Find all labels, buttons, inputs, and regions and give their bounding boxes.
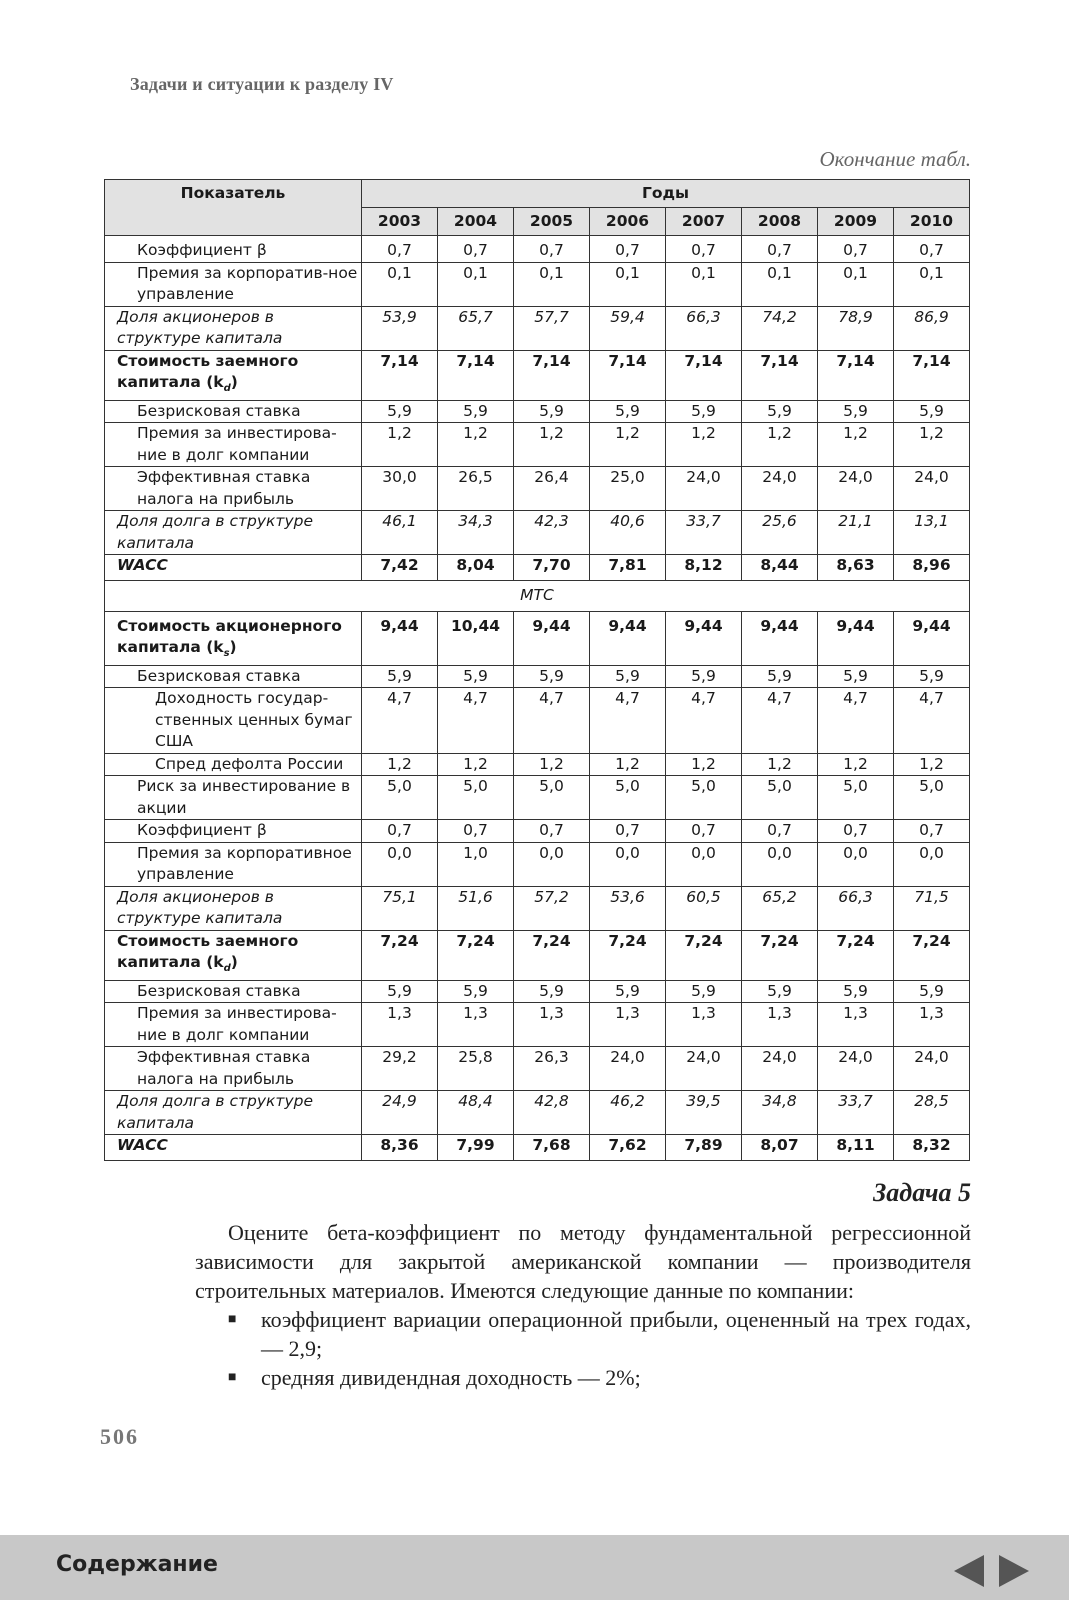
cell-value: 26,4 [514, 467, 590, 511]
table-row [105, 1091, 970, 1135]
footer-bar [0, 1535, 1069, 1600]
row-label-end: ) [230, 953, 238, 972]
cell-value: 0,7 [438, 820, 514, 843]
cell-value: 5,9 [362, 980, 438, 1003]
row-label-text: Безрисковая ставка [137, 981, 301, 1000]
cell-value: 7,62 [590, 1135, 666, 1161]
year-header: 2005 [514, 208, 590, 236]
cell-value: 5,9 [666, 665, 742, 688]
cell-value: 71,5 [894, 886, 970, 930]
cell-value: 9,44 [894, 611, 970, 665]
row-label [105, 842, 362, 886]
cell-value: 7,24 [742, 930, 818, 980]
table-row [105, 820, 970, 843]
cell-value: 7,24 [438, 930, 514, 980]
cell-value: 1,3 [818, 1003, 894, 1047]
cell-value: 0,7 [590, 236, 666, 263]
cell-value: 1,2 [818, 423, 894, 467]
cell-value: 5,9 [514, 400, 590, 423]
cell-value: 0,7 [818, 820, 894, 843]
cell-value: 8,32 [894, 1135, 970, 1161]
table-row [105, 467, 970, 511]
cell-value: 0,7 [362, 820, 438, 843]
cell-value: 7,14 [894, 350, 970, 400]
header-years: Годы [362, 180, 970, 208]
cell-value: 0,7 [362, 236, 438, 263]
cell-value: 1,2 [438, 753, 514, 776]
cell-value: 8,07 [742, 1135, 818, 1161]
cell-value: 66,3 [666, 306, 742, 350]
cell-value: 8,04 [438, 555, 514, 581]
row-label-text: Стоимость акционерного капитала (k [117, 616, 342, 657]
row-label [105, 511, 362, 555]
cell-value: 0,7 [742, 236, 818, 263]
cell-value: 7,24 [894, 930, 970, 980]
cell-value: 5,0 [742, 776, 818, 820]
cell-value: 0,1 [362, 262, 438, 306]
row-label [105, 980, 362, 1003]
page-number: 506 [100, 1424, 139, 1449]
cell-value: 7,14 [818, 350, 894, 400]
task-paragraph: Оцените бета-коэффициент по методу фундаментальной регрессионной зависимости для закрытой американской компании — производителя строительных материалов. Имеются следующие данные по компании: [195, 1220, 971, 1303]
cell-value: 9,44 [362, 611, 438, 665]
cell-value: 46,1 [362, 511, 438, 555]
cell-value: 7,70 [514, 555, 590, 581]
table-row [105, 1003, 970, 1047]
cell-value: 1,2 [590, 753, 666, 776]
cell-value: 5,9 [438, 980, 514, 1003]
cell-value: 9,44 [590, 611, 666, 665]
cell-value: 1,3 [438, 1003, 514, 1047]
row-label [105, 555, 362, 581]
cell-value: 10,44 [438, 611, 514, 665]
cell-value: 7,14 [666, 350, 742, 400]
cell-value: 9,44 [514, 611, 590, 665]
cell-value: 0,7 [514, 236, 590, 263]
cell-value: 7,24 [362, 930, 438, 980]
table-row [105, 236, 970, 263]
subscript: d [223, 963, 231, 975]
cell-value: 1,3 [514, 1003, 590, 1047]
cell-value: 65,2 [742, 886, 818, 930]
row-label-text: Доля акционеров в структуре капитала [117, 887, 283, 928]
table-row [105, 930, 970, 980]
cell-value: 1,2 [894, 423, 970, 467]
task-bullet-list [195, 1305, 971, 1392]
cell-value: 1,2 [818, 753, 894, 776]
row-label [105, 886, 362, 930]
cell-value: 24,0 [742, 1047, 818, 1091]
list-item [195, 1305, 971, 1363]
cell-value: 5,9 [894, 980, 970, 1003]
cell-value: 24,9 [362, 1091, 438, 1135]
cell-value: 42,3 [514, 511, 590, 555]
cell-value: 51,6 [438, 886, 514, 930]
row-label [105, 400, 362, 423]
cell-value: 5,9 [742, 980, 818, 1003]
cell-value: 29,2 [362, 1047, 438, 1091]
cell-value: 1,2 [514, 753, 590, 776]
cell-value: 7,14 [514, 350, 590, 400]
cell-value: 8,11 [818, 1135, 894, 1161]
cell-value: 4,7 [362, 688, 438, 754]
cell-value: 25,6 [742, 511, 818, 555]
cell-value: 4,7 [742, 688, 818, 754]
cell-value: 24,0 [742, 467, 818, 511]
cell-value: 4,7 [894, 688, 970, 754]
table-row [105, 1135, 970, 1161]
task-title: Задача 5 [873, 1178, 971, 1207]
cell-value: 5,9 [818, 665, 894, 688]
cell-value: 5,0 [514, 776, 590, 820]
cell-value: 1,3 [742, 1003, 818, 1047]
cell-value: 0,1 [438, 262, 514, 306]
table-row [105, 842, 970, 886]
cell-value: 21,1 [818, 511, 894, 555]
cell-value: 86,9 [894, 306, 970, 350]
row-label [105, 753, 362, 776]
cell-value: 0,0 [514, 842, 590, 886]
row-label-end: ) [229, 638, 237, 657]
cell-value: 5,0 [894, 776, 970, 820]
row-label-text: Спред дефолта России [155, 754, 344, 773]
row-label [105, 930, 362, 980]
cell-value: 33,7 [818, 1091, 894, 1135]
cell-value: 0,0 [590, 842, 666, 886]
cell-value: 0,1 [514, 262, 590, 306]
cell-value: 0,1 [590, 262, 666, 306]
row-label-text: Безрисковая ставка [137, 401, 301, 420]
square-bullet-icon: ■ [228, 1312, 237, 1327]
table-row [105, 886, 970, 930]
cell-value: 7,14 [590, 350, 666, 400]
cell-value: 1,2 [666, 753, 742, 776]
row-label-text: Стоимость заемного капитала (k [117, 351, 299, 391]
cell-value: 7,42 [362, 555, 438, 581]
table-row [105, 262, 970, 306]
cell-value: 9,44 [818, 611, 894, 665]
row-label [105, 665, 362, 688]
row-label-text: Эффективная ставка налога на прибыль [137, 468, 311, 508]
row-label [105, 611, 362, 665]
row-label [105, 467, 362, 511]
cell-value: 1,2 [742, 423, 818, 467]
cell-value: 7,89 [666, 1135, 742, 1161]
cell-value: 66,3 [818, 886, 894, 930]
cell-value: 9,44 [742, 611, 818, 665]
cell-value: 24,0 [818, 1047, 894, 1091]
cell-value: 0,0 [894, 842, 970, 886]
cell-value: 24,0 [590, 1047, 666, 1091]
cell-value: 5,0 [362, 776, 438, 820]
cell-value: 1,2 [894, 753, 970, 776]
cell-value: 5,9 [894, 400, 970, 423]
cell-value: 0,0 [666, 842, 742, 886]
table-row [105, 688, 970, 754]
row-label-text: Доля акционеров в структуре капитала [117, 307, 283, 347]
cell-value: 57,7 [514, 306, 590, 350]
year-header: 2003 [362, 208, 438, 236]
cell-value: 26,5 [438, 467, 514, 511]
cell-value: 24,0 [666, 467, 742, 511]
table-row [105, 555, 970, 581]
row-label [105, 306, 362, 350]
cell-value: 1,2 [362, 753, 438, 776]
table-row [105, 400, 970, 423]
cell-value: 1,3 [362, 1003, 438, 1047]
cell-value: 74,2 [742, 306, 818, 350]
cell-value: 39,5 [666, 1091, 742, 1135]
section-label-mts: МТС [105, 580, 970, 611]
cell-value: 24,0 [818, 467, 894, 511]
cell-value: 24,0 [894, 1047, 970, 1091]
cell-value: 24,0 [666, 1047, 742, 1091]
row-label-text: WACC [117, 556, 168, 575]
cell-value: 0,7 [894, 820, 970, 843]
cell-value: 7,99 [438, 1135, 514, 1161]
row-label [105, 236, 362, 263]
row-label-text: Эффективная ставка налога на прибыль [137, 1048, 311, 1088]
contents-link[interactable]: Содержание [56, 1552, 218, 1577]
cell-value: 26,3 [514, 1047, 590, 1091]
cell-value: 5,9 [742, 400, 818, 423]
cell-value: 53,9 [362, 306, 438, 350]
cell-value: 59,4 [590, 306, 666, 350]
cell-value: 7,24 [666, 930, 742, 980]
cell-value: 5,9 [894, 665, 970, 688]
row-label-text: Коэффициент β [137, 821, 267, 840]
cell-value: 1,2 [666, 423, 742, 467]
cell-value: 25,8 [438, 1047, 514, 1091]
cell-value: 8,36 [362, 1135, 438, 1161]
year-header: 2009 [818, 208, 894, 236]
cell-value: 5,9 [438, 665, 514, 688]
cell-value: 5,9 [590, 665, 666, 688]
cell-value: 0,1 [818, 262, 894, 306]
cell-value: 5,9 [590, 980, 666, 1003]
year-header: 2004 [438, 208, 514, 236]
row-label-text: Риск за инвестирование в акции [137, 777, 351, 817]
table-row [105, 306, 970, 350]
cell-value: 0,1 [666, 262, 742, 306]
cell-value: 28,5 [894, 1091, 970, 1135]
cell-value: 7,24 [514, 930, 590, 980]
cell-value: 42,8 [514, 1091, 590, 1135]
cell-value: 7,81 [590, 555, 666, 581]
cell-value: 1,2 [742, 753, 818, 776]
row-label [105, 820, 362, 843]
cell-value: 25,0 [590, 467, 666, 511]
cell-value: 0,7 [742, 820, 818, 843]
cell-value: 5,9 [590, 400, 666, 423]
cell-value: 1,2 [590, 423, 666, 467]
triangle-right-icon[interactable] [999, 1555, 1029, 1587]
cell-value: 0,7 [666, 236, 742, 263]
cell-value: 1,3 [666, 1003, 742, 1047]
row-label-text: Премия за корпоративное управление [137, 843, 352, 884]
row-label [105, 688, 362, 754]
cell-value: 30,0 [362, 467, 438, 511]
cell-value: 7,68 [514, 1135, 590, 1161]
cell-value: 65,7 [438, 306, 514, 350]
cell-value: 8,44 [742, 555, 818, 581]
cell-value: 13,1 [894, 511, 970, 555]
cell-value: 5,0 [818, 776, 894, 820]
cell-value: 5,0 [666, 776, 742, 820]
cell-value: 5,0 [590, 776, 666, 820]
year-header: 2008 [742, 208, 818, 236]
cell-value: 4,7 [438, 688, 514, 754]
cell-value: 1,3 [894, 1003, 970, 1047]
cell-value: 0,7 [666, 820, 742, 843]
row-label [105, 423, 362, 467]
row-label-text: WACC [117, 1136, 168, 1155]
row-label [105, 1091, 362, 1135]
cell-value: 33,7 [666, 511, 742, 555]
year-header: 2006 [590, 208, 666, 236]
cell-value: 4,7 [590, 688, 666, 754]
row-label-text: Премия за инвестирова-ние в долг компании [137, 1004, 337, 1044]
row-label-text: Доходность государ-ственных ценных бумаг США [155, 689, 353, 751]
row-label [105, 1047, 362, 1091]
cell-value: 75,1 [362, 886, 438, 930]
row-label-text: Безрисковая ставка [137, 666, 301, 685]
cell-value: 4,7 [818, 688, 894, 754]
cell-value: 8,96 [894, 555, 970, 581]
subscript: d [223, 383, 231, 395]
cell-value: 7,24 [818, 930, 894, 980]
running-head: Задачи и ситуации к разделу IV [130, 74, 394, 94]
cell-value: 34,3 [438, 511, 514, 555]
cell-value: 1,2 [362, 423, 438, 467]
cell-value: 5,9 [362, 400, 438, 423]
cell-value: 46,2 [590, 1091, 666, 1135]
cell-value: 0,0 [818, 842, 894, 886]
table-row [105, 980, 970, 1003]
row-label [105, 350, 362, 400]
table-row [105, 511, 970, 555]
cell-value: 53,6 [590, 886, 666, 930]
cell-value: 5,9 [666, 980, 742, 1003]
cell-value: 0,7 [590, 820, 666, 843]
cell-value: 24,0 [894, 467, 970, 511]
row-label [105, 1003, 362, 1047]
list-item [195, 1363, 971, 1392]
cell-value: 1,0 [438, 842, 514, 886]
cell-value: 0,7 [438, 236, 514, 263]
row-label [105, 262, 362, 306]
cell-value: 1,2 [438, 423, 514, 467]
cell-value: 0,7 [514, 820, 590, 843]
cell-value: 4,7 [666, 688, 742, 754]
row-label-text: Стоимость заемного капитала (k [117, 931, 299, 972]
subscript: s [223, 648, 230, 660]
cell-value: 5,9 [362, 665, 438, 688]
table-row [105, 665, 970, 688]
table-row [105, 776, 970, 820]
cell-value: 57,2 [514, 886, 590, 930]
cell-value: 7,14 [362, 350, 438, 400]
cell-value: 34,8 [742, 1091, 818, 1135]
cell-value: 5,9 [514, 980, 590, 1003]
header-indicator: Показатель [105, 180, 362, 236]
cell-value: 9,44 [666, 611, 742, 665]
row-label-text: Доля долга в структуре капитала [117, 512, 313, 552]
cell-value: 0,0 [362, 842, 438, 886]
cell-value: 1,2 [514, 423, 590, 467]
cell-value: 8,63 [818, 555, 894, 581]
row-label-text: Доля долга в структуре капитала [117, 1092, 313, 1132]
row-label-text: Премия за инвестирова-ние в долг компании [137, 424, 337, 464]
task-body [195, 1218, 971, 1392]
cell-value: 7,14 [742, 350, 818, 400]
row-label-text: Премия за корпоратив-ное управление [137, 263, 358, 303]
cell-value: 78,9 [818, 306, 894, 350]
cell-value: 5,9 [818, 980, 894, 1003]
bullet-text: средняя дивидендная доходность — 2%; [261, 1365, 641, 1390]
cell-value: 5,9 [742, 665, 818, 688]
table-row [105, 611, 970, 665]
cell-value: 48,4 [438, 1091, 514, 1135]
cell-value: 5,9 [514, 665, 590, 688]
square-bullet-icon: ■ [228, 1370, 237, 1385]
table-row [105, 1047, 970, 1091]
row-label-text: Коэффициент β [137, 241, 267, 259]
year-header: 2010 [894, 208, 970, 236]
cell-value: 0,1 [894, 262, 970, 306]
row-label [105, 1135, 362, 1161]
cell-value: 0,7 [894, 236, 970, 263]
bullet-text: коэффициент вариации операционной прибыли, оцененный на трех годах, — 2,9; [261, 1307, 971, 1361]
cell-value: 1,3 [590, 1003, 666, 1047]
cell-value: 40,6 [590, 511, 666, 555]
table-row [105, 350, 970, 400]
table-row [105, 423, 970, 467]
cell-value: 8,12 [666, 555, 742, 581]
cell-value: 7,24 [590, 930, 666, 980]
cell-value: 5,9 [438, 400, 514, 423]
cell-value: 7,14 [438, 350, 514, 400]
cell-value: 4,7 [514, 688, 590, 754]
data-table [104, 179, 970, 1161]
cell-value: 5,9 [818, 400, 894, 423]
cell-value: 5,0 [438, 776, 514, 820]
cell-value: 5,9 [666, 400, 742, 423]
cell-value: 0,1 [742, 262, 818, 306]
table-caption: Окончание табл. [819, 147, 971, 171]
table-row [105, 753, 970, 776]
cell-value: 0,7 [818, 236, 894, 263]
row-label [105, 776, 362, 820]
cell-value: 60,5 [666, 886, 742, 930]
triangle-left-icon[interactable] [954, 1555, 984, 1587]
row-label-end: ) [230, 373, 238, 391]
year-header: 2007 [666, 208, 742, 236]
cell-value: 0,0 [742, 842, 818, 886]
